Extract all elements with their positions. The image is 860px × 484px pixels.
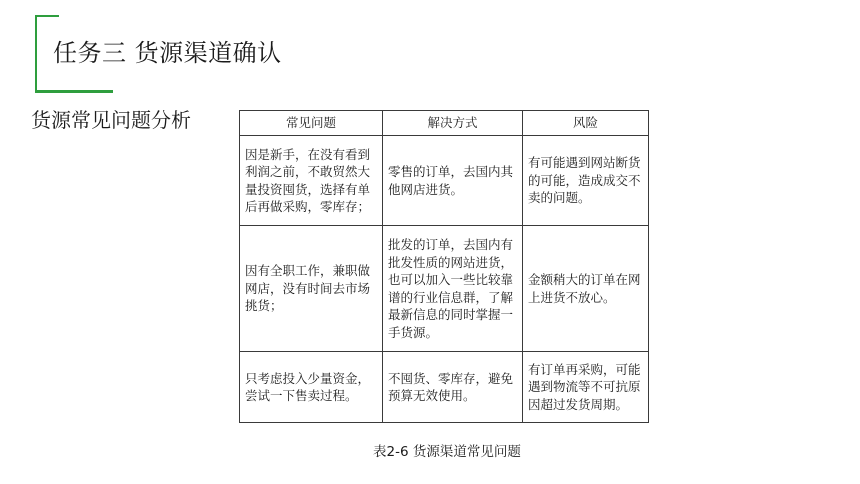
header-common-issue: 常见问题 — [240, 111, 383, 136]
cell-risk: 有可能遇到网站断货的可能，造成成交不卖的问题。 — [523, 136, 649, 226]
cell-risk: 金额稍大的订单在网上进货不放心。 — [523, 226, 649, 352]
cell-solution: 批发的订单，去国内有批发性质的网站进货，也可以加入一些比较靠谱的行业信息群，了解最新信息的同时掌握一手货源。 — [383, 226, 523, 352]
table-header-row — [240, 111, 649, 136]
page-title: 任务三 货源渠道确认 — [53, 39, 282, 67]
title-frame-top-accent — [37, 15, 59, 17]
table-row — [240, 352, 649, 423]
cell-solution: 零售的订单，去国内其他网店进货。 — [383, 136, 523, 226]
cell-issue: 只考虑投入少量资金，尝试一下售卖过程。 — [240, 352, 383, 423]
title-frame — [35, 15, 289, 93]
cell-issue: 因是新手，在没有看到利润之前，不敢贸然大量投资囤货，选择有单后再做采购，零库存； — [240, 136, 383, 226]
table-row — [240, 136, 649, 226]
header-solution: 解决方式 — [383, 111, 523, 136]
sourcing-issues-table — [239, 110, 649, 423]
header-risk: 风险 — [523, 111, 649, 136]
table-row — [240, 226, 649, 352]
section-heading: 货源常见问题分析 — [31, 108, 191, 132]
table-caption: 表2-6 货源渠道常见问题 — [373, 444, 521, 460]
cell-risk: 有订单再采购，可能遇到物流等不可抗原因超过发货周期。 — [523, 352, 649, 423]
title-frame-bottom-accent — [37, 90, 113, 93]
cell-solution: 不囤货、零库存，避免预算无效使用。 — [383, 352, 523, 423]
cell-issue: 因有全职工作，兼职做网店，没有时间去市场挑货； — [240, 226, 383, 352]
